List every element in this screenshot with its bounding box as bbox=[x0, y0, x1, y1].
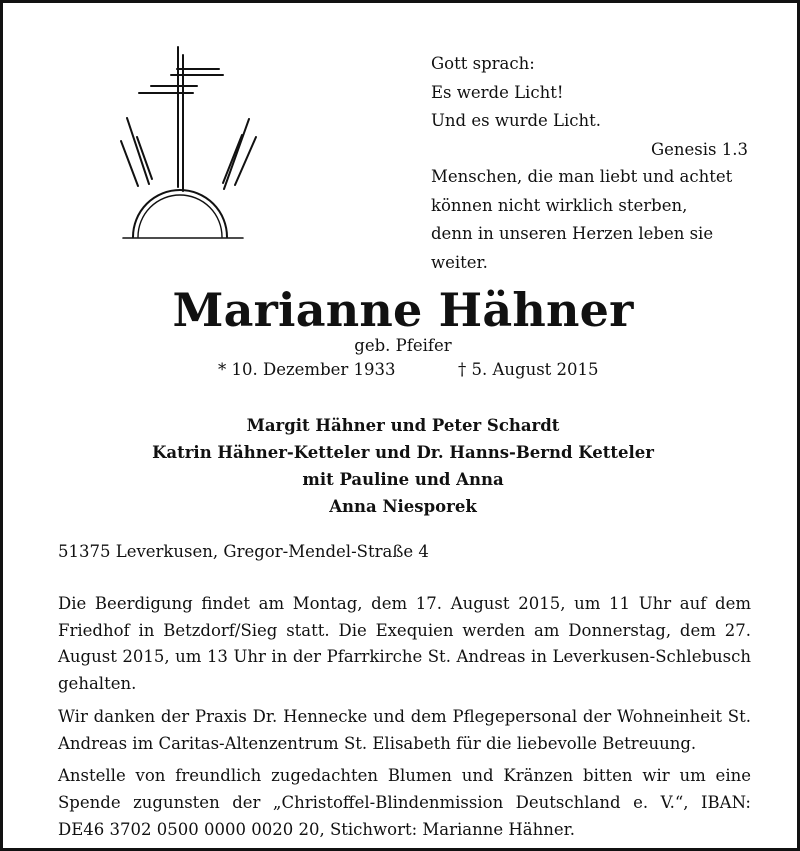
cross-sunrise-icon bbox=[111, 41, 271, 246]
family-address: 51375 Leverkusen, Gregor-Mendel-Straße 4 bbox=[58, 542, 429, 561]
donation-paragraph: Anstelle von freundlich zugedachten Blumen und Kränzen bitten wir um eine Spende zugunsten der „Christoffel-Blindenmission Deutschland e. V.“, IBAN: DE46 3702 0500 0000 0020 20, Stichwort: Marianne Hähner. bbox=[58, 766, 751, 839]
quote-reference: Genesis 1.3 bbox=[650, 139, 748, 159]
bible-quote bbox=[431, 50, 751, 164]
death-date: † 5. August 2015 bbox=[458, 360, 599, 379]
mourners-list bbox=[3, 412, 800, 520]
poem-line: Menschen, die man liebt und achtet bbox=[431, 167, 733, 186]
quote-line: Es werde Licht! bbox=[431, 82, 564, 102]
funeral-details-paragraph: Die Beerdigung findet am Montag, dem 17. August 2015, um 11 Uhr auf dem Friedhof in Betzdorf/Sieg statt. Die Exequien werden am Donnerstag, dem 27. August 2015, um 13 Uhr in der Pfarrkirche St. Andreas in Leverkusen-Schlebusch gehalten. bbox=[58, 594, 751, 694]
thanks-paragraph: Wir danken der Praxis Dr. Hennecke und dem Pflegepersonal der Wohneinheit St. Andreas im Caritas-Altenzentrum St. Elisabeth für die liebevolle Betreuung. bbox=[58, 706, 751, 753]
mourner-line: Katrin Hähner-Ketteler und Dr. Hanns-Bernd Ketteler bbox=[152, 443, 654, 462]
notice-body bbox=[58, 591, 751, 849]
quote-line: Und es wurde Licht. bbox=[431, 111, 602, 130]
poem-line: können nicht wirklich sterben, bbox=[431, 195, 688, 215]
birth-date: * 10. Dezember 1933 bbox=[218, 360, 396, 379]
quote-line: Gott sprach: bbox=[431, 54, 535, 73]
mourner-line: Margit Hähner und Peter Schardt bbox=[246, 416, 560, 435]
maiden-name: geb. Pfeifer bbox=[354, 336, 452, 355]
memorial-poem bbox=[431, 163, 761, 277]
mourner-line: Anna Niesporek bbox=[329, 497, 477, 516]
mourner-line: mit Pauline und Anna bbox=[302, 470, 504, 489]
poem-line: denn in unseren Herzen leben sie weiter. bbox=[431, 224, 714, 272]
deceased-name: Marianne Hähner bbox=[172, 283, 634, 337]
